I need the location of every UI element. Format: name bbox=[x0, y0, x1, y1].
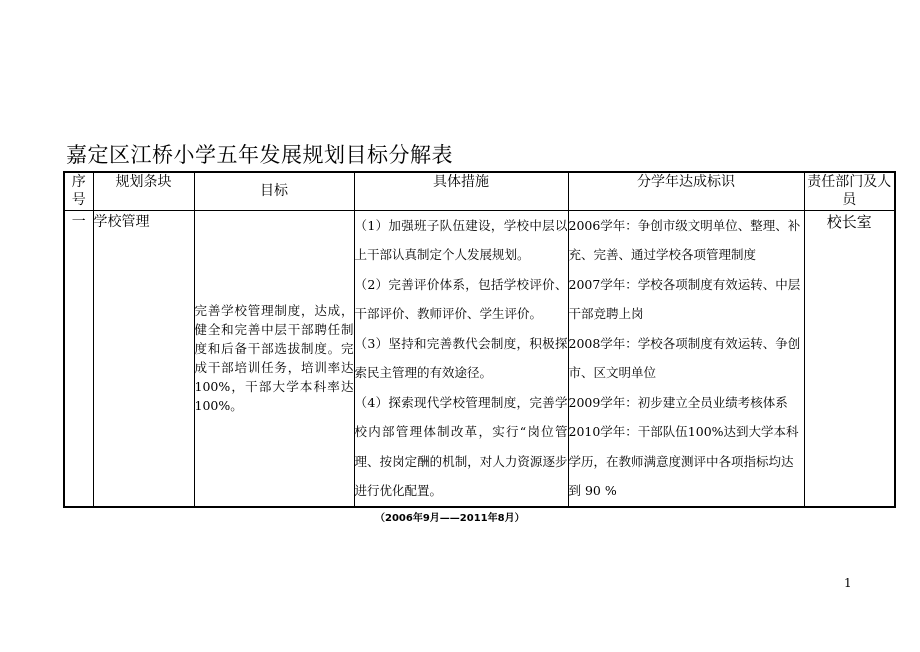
measure-item: （2）完善评价体系，包括学校评价、干部评价、教师评价、学生评价。 bbox=[354, 276, 568, 321]
row-measures bbox=[354, 210, 568, 507]
measure-item: （3）坚持和完善教代会制度，积极探索民主管理的有效途径。 bbox=[354, 335, 568, 380]
header-annual-marks: 分学年达成标识 bbox=[568, 172, 804, 210]
row-responsible: 校长室 bbox=[804, 210, 895, 507]
document-title: 嘉定区江桥小学五年发展规划目标分解表 bbox=[66, 143, 453, 167]
header-goal: 目标 bbox=[194, 172, 354, 210]
annual-mark-item: 2008学年：学校各项制度有效运转、争创市、区文明单位 bbox=[568, 335, 801, 380]
row-goal-text: 完善学校管理制度，达成，健全和完善中层干部聘任制度和后备干部选拔制度。完成干部培训任务，培训率达100%，干部大学本科率达100%。 bbox=[194, 303, 354, 413]
annual-mark-item: 2006学年：争创市级文明单位、整理、补充、完善、通过学校各项管理制度 bbox=[568, 217, 801, 262]
period-note: （2006年9月——2011年8月） bbox=[375, 513, 525, 524]
row-area: 学校管理 bbox=[93, 210, 194, 507]
header-seq: 序号 bbox=[64, 172, 93, 210]
header-responsible: 责任部门及人员 bbox=[804, 172, 895, 210]
table-header-row bbox=[64, 172, 895, 210]
annual-mark-item: 2010学年：干部队伍100%达到大学本科学历，在教师满意度测评中各项指标均达到 90 % bbox=[568, 424, 799, 498]
row-goal bbox=[194, 210, 354, 507]
table-row bbox=[64, 210, 895, 507]
measure-item: （4）探索现代学校管理制度，完善学校内部管理体制改革，实行“岗位管理、按岗定酬的机制，对人力资源逐步进行优化配置。 bbox=[354, 394, 568, 498]
measure-item: （1）加强班子队伍建设，学校中层以上干部认真制定个人发展规划。 bbox=[354, 217, 568, 262]
header-measures: 具体措施 bbox=[354, 172, 568, 210]
row-seq: 一 bbox=[64, 210, 93, 507]
annual-mark-item: 2007学年：学校各项制度有效运转、中层干部竞聘上岗 bbox=[568, 276, 801, 321]
plan-table bbox=[63, 171, 896, 508]
row-annual-marks bbox=[568, 210, 804, 507]
header-area: 规划条块 bbox=[93, 172, 194, 210]
annual-mark-item: 2009学年：初步建立全员业绩考核体系 bbox=[568, 394, 788, 410]
page-number: 1 bbox=[844, 576, 852, 590]
